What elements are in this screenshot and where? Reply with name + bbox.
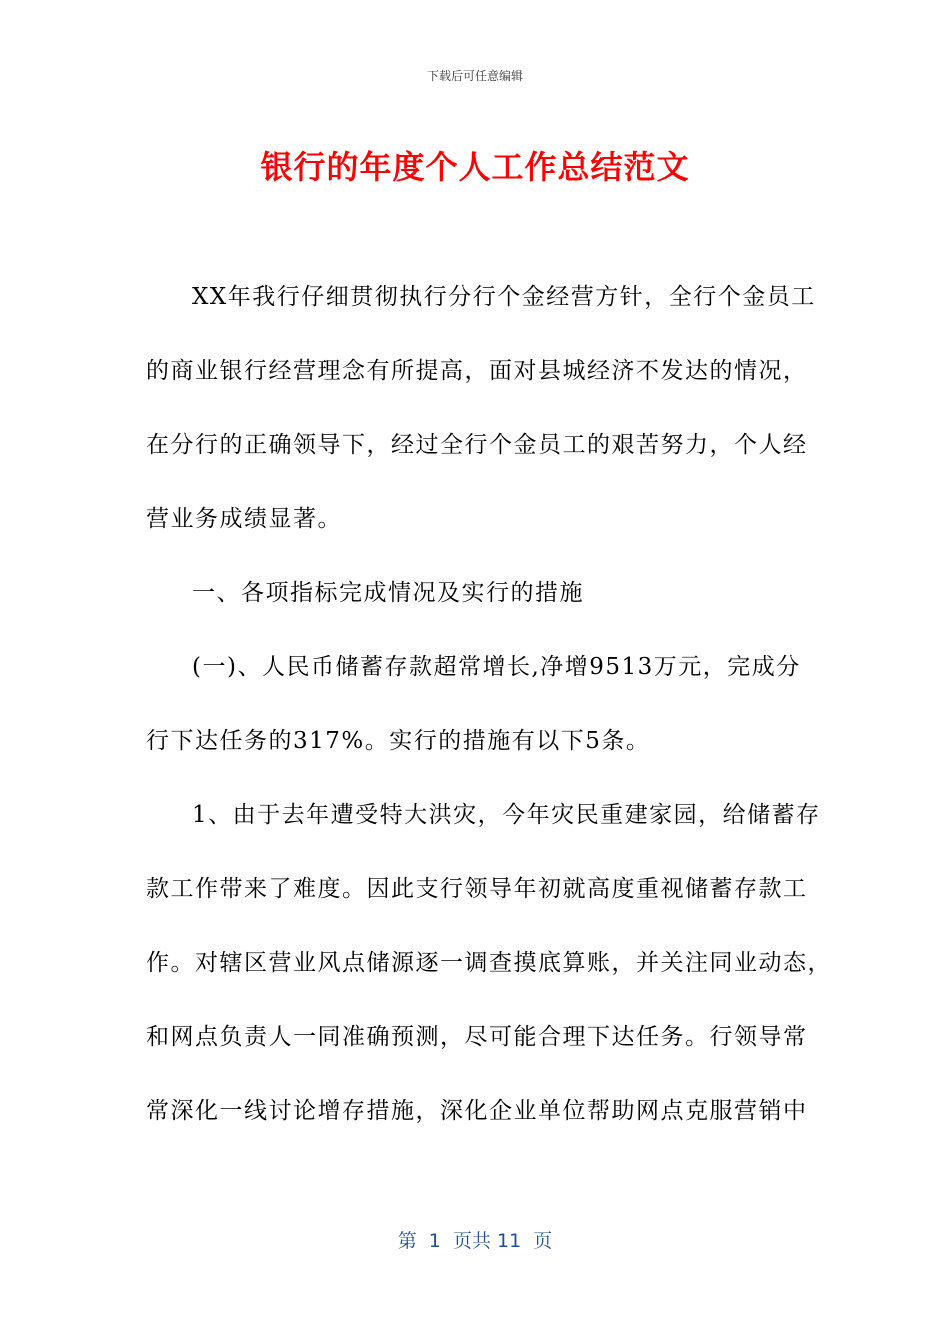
page-number-footer: 第 1 页共 11 页 xyxy=(397,1230,553,1252)
body-line: 和网点负责人一同准确预测，尽可能合理下达任务。行领导常 xyxy=(146,1024,808,1050)
body-line: 1、由于去年遭受特大洪灾，今年灾民重建家园，给储蓄存 xyxy=(192,802,821,828)
section-heading: 一、各项指标完成情况及实行的措施 xyxy=(192,580,584,606)
body-line: 的商业银行经营理念有所提高，面对县城经济不发达的情况， xyxy=(146,358,808,384)
body-line: 款工作带来了难度。因此支行领导年初就高度重视储蓄存款工 xyxy=(146,876,808,902)
document-body xyxy=(146,277,832,1165)
body-line: (一)、人民币储蓄存款超常增长,净增9513万元，完成分 xyxy=(192,654,801,680)
body-line: 常深化一线讨论增存措施，深化企业单位帮助网点克服营销中 xyxy=(146,1098,808,1124)
body-line: 在分行的正确领导下，经过全行个金员工的艰苦努力，个人经 xyxy=(146,432,808,458)
body-line: 营业务成绩显著。 xyxy=(146,506,342,532)
body-line: 作。对辖区营业风点储源逐一调查摸底算账，并关注同业动态， xyxy=(146,950,832,976)
document-title: 银行的年度个人工作总结范文 xyxy=(260,148,690,186)
body-line: XX年我行仔细贯彻执行分行个金经营方针，全行个金员工 xyxy=(192,284,816,310)
header-note: 下载后可任意编辑 xyxy=(426,69,523,83)
body-line: 行下达任务的317%。实行的措施有以下5条。 xyxy=(146,728,651,754)
